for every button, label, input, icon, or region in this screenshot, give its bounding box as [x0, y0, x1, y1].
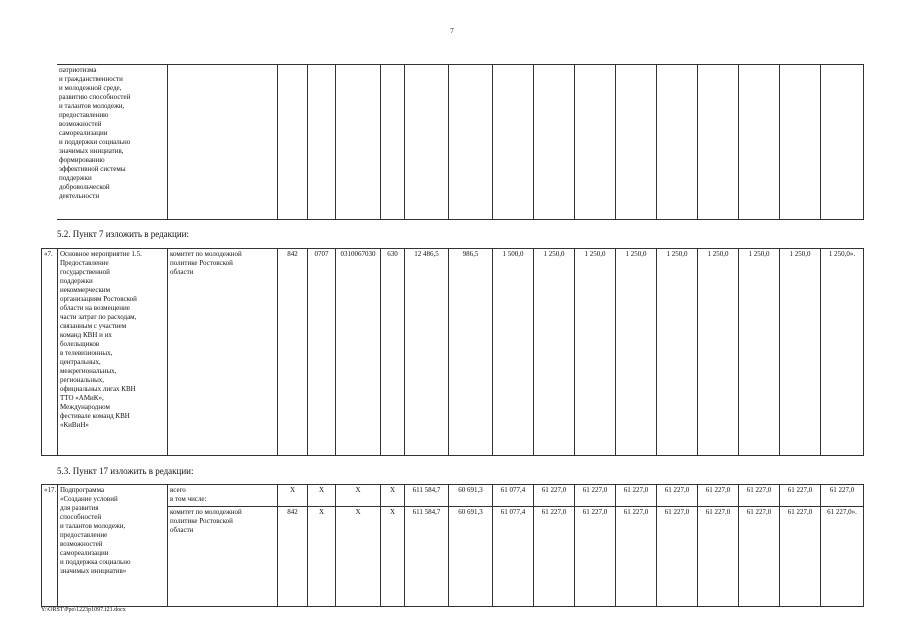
value-cell: 1 250,0	[575, 249, 616, 456]
code-cell: X	[278, 485, 308, 507]
code-cell: 630	[381, 249, 405, 456]
value-cell: 1 250,0	[780, 249, 821, 456]
executor-total: всего в том числе:	[168, 485, 278, 507]
table-cell	[335, 65, 380, 220]
value-cell: 1 250,0».	[821, 249, 864, 456]
table-cell	[615, 65, 656, 220]
value-cell: 61 227,0	[780, 485, 821, 507]
value-cell: 611 584,7	[405, 485, 449, 507]
table-cell	[448, 65, 492, 220]
table-item-17	[41, 484, 864, 607]
value-cell: 61 227,0	[739, 507, 780, 607]
table-cell	[277, 65, 307, 220]
table-cell	[492, 65, 533, 220]
subprogram-name: Подпрограмма «Создание условий для развития способностей и талантов молодежи, предоставление возможностей самореализации и поддержка социально значимых инициатив»	[58, 485, 168, 607]
value-cell: 61 227,0	[698, 485, 739, 507]
executor: комитет по молодежной политике Ростовской области	[168, 507, 278, 607]
value-cell: 1 250,0	[534, 249, 575, 456]
code-cell: 0707	[308, 249, 336, 456]
table-continuation	[57, 64, 864, 220]
table-cell	[779, 65, 820, 220]
row-marker: «17.	[42, 485, 58, 607]
code-cell: X	[381, 485, 405, 507]
table-cell	[307, 65, 335, 220]
value-cell: 61 227,0	[657, 507, 698, 607]
table-cell	[820, 65, 863, 220]
table-cell	[167, 65, 277, 220]
code-cell: X	[308, 507, 336, 607]
footer-file-path: Y:\ORST\Ppo\1223p1097.f21.docx	[41, 607, 126, 613]
code-cell: X	[336, 485, 381, 507]
table-cell	[404, 65, 448, 220]
value-cell: 1 250,0	[616, 249, 657, 456]
code-cell: 842	[278, 249, 308, 456]
table-item-7	[41, 248, 864, 456]
table-cell	[697, 65, 738, 220]
value-cell: 61 227,0	[616, 507, 657, 607]
value-cell: 61 227,0	[616, 485, 657, 507]
value-cell: 61 077,4	[493, 485, 534, 507]
value-cell: 61 227,0	[698, 507, 739, 607]
code-cell: X	[336, 507, 381, 607]
value-cell: 611 584,7	[405, 507, 449, 607]
code-cell: 842	[278, 507, 308, 607]
value-cell: 1 500,0	[493, 249, 534, 456]
heading-5-3: 5.3. Пункт 17 изложить в редакции:	[57, 466, 194, 476]
table-cell-description: патриотизма и гражданственности и молодежной среде, развитию способностей и талантов молодежи, предоставлению возможностей самореализации и поддержки социально значимых инициатив, формированию эффективной системы поддержки добровольческой деятельности	[57, 65, 167, 220]
table-cell	[533, 65, 574, 220]
value-cell: 61 227,0	[575, 485, 616, 507]
value-cell: 986,5	[449, 249, 493, 456]
table-cell	[738, 65, 779, 220]
table-cell	[380, 65, 404, 220]
value-cell: 60 691,3	[449, 507, 493, 607]
table-cell	[656, 65, 697, 220]
value-cell: 61 227,0	[780, 507, 821, 607]
measure-name: Основное мероприятие 1.5. Предоставление государственной поддержки некоммерческим организациям Ростовской области на возмещение части затрат по расходам, связанным с участием команд КВН и их болельщиков в телевизионных, центральных, межрегиональных, региональных, официальных лигах КВН ТТО «АМиК», Международном фестивале команд КВН «КиВиН»	[58, 249, 168, 456]
table-cell	[574, 65, 615, 220]
page-number: 7	[450, 27, 454, 35]
value-cell: 61 227,0».	[821, 507, 864, 607]
code-cell: X	[308, 485, 336, 507]
value-cell: 61 227,0	[575, 507, 616, 607]
value-cell: 12 486,5	[405, 249, 449, 456]
value-cell: 61 227,0	[657, 485, 698, 507]
code-cell: 0310067030	[336, 249, 381, 456]
value-cell: 1 250,0	[739, 249, 780, 456]
heading-5-2: 5.2. Пункт 7 изложить в редакции:	[57, 229, 189, 239]
value-cell: 61 227,0	[739, 485, 780, 507]
value-cell: 61 077,4	[493, 507, 534, 607]
value-cell: 61 227,0	[821, 485, 864, 507]
value-cell: 1 250,0	[657, 249, 698, 456]
row-marker: «7.	[42, 249, 58, 456]
value-cell: 60 691,3	[449, 485, 493, 507]
value-cell: 1 250,0	[698, 249, 739, 456]
value-cell: 61 227,0	[534, 507, 575, 607]
executor: комитет по молодежной политике Ростовской области	[168, 249, 278, 456]
value-cell: 61 227,0	[534, 485, 575, 507]
code-cell: X	[381, 507, 405, 607]
